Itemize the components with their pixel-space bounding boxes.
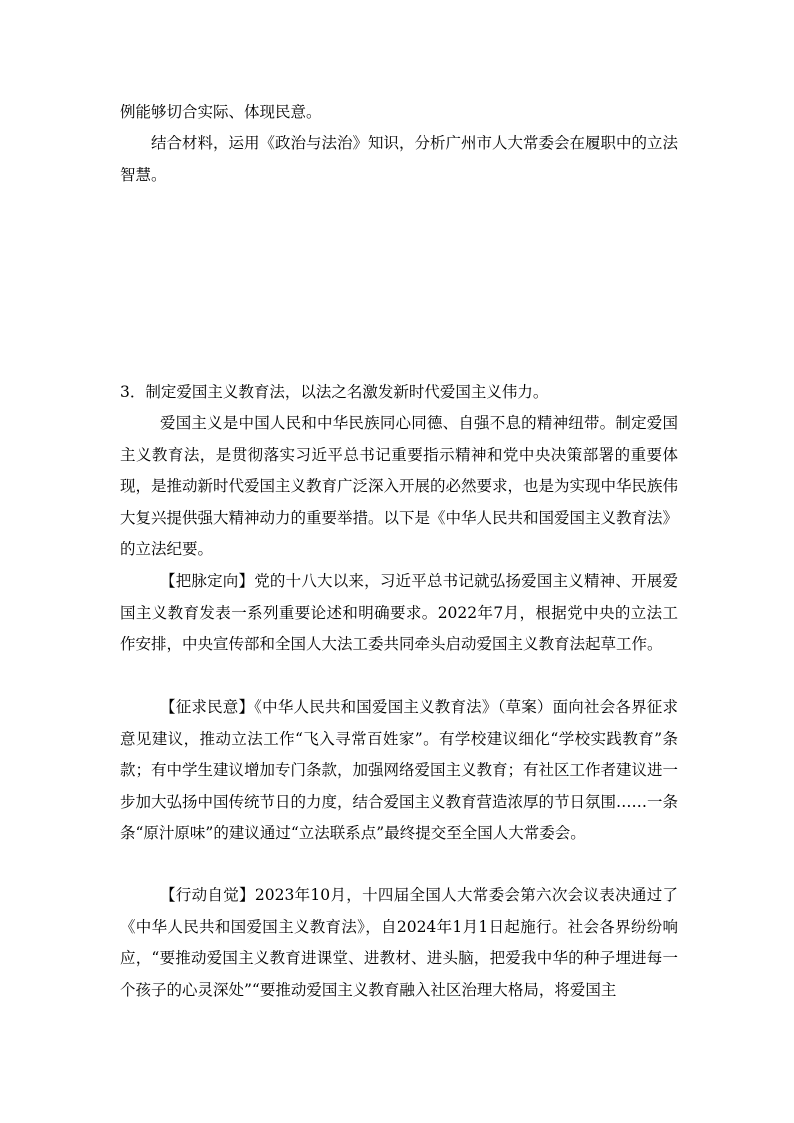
paragraph-zhengqiu-minyi: 【征求民意】《中华人民共和国爱国主义教育法》（草案）面向社会各界征求意见建议，推动立法工作“飞入寻常百姓家”。有学校建议细化“学校实践教育”条款；有中学生建议增加专门条款，加强网络爱国主义教育；有社区工作者建议进一步加大弘扬中国传统节日的力度，结合爱国主义教育营造浓厚的节日氛围……一条条“原汁原味”的建议通过“立法联系点”最终提交至全国人大常委会。	[120, 698, 679, 842]
paragraph-xingdong-zijue: 【行动自觉】2023年10月，十四届全国人大常委会第六次会议表决通过了《中华人民共和国爱国主义教育法》，自2024年1月1日起施行。社会各界纷纷响应，“要推动爱国主义教育进课堂、进教材、进头脑，把爱我中华的种子埋进每一个孩子的心灵深处”“要推动爱国主义教育融入社区治理大格局，将爱国主	[120, 886, 678, 999]
paragraph-intro: 爱国主义是中国人民和中华民族同心同德、自强不息的精神纽带。制定爱国主义教育法，是贯彻落实习近平总书记重要指示精神和党中央决策部署的重要体现，是推动新时代爱国主义教育广泛深入开展的必然要求，也是为实现中华民族伟大复兴提供强大精神动力的重要举措。以下是《中华人民共和国爱国主义教育法》的立法纪要。	[120, 414, 679, 558]
paragraph-bamai-dingxiang: 【把脉定向】党的十八大以来，习近平总书记就弘扬爱国主义精神、开展爱国主义教育发表一系列重要论述和明确要求。2022年7月，根据党中央的立法工作安排，中央宣传部和全国人大法工委共同牵头启动爱国主义教育法起草工作。	[120, 572, 678, 653]
question-prompt: 结合材料，运用《政治与法治》知识，分析广州市人大常委会在履职中的立法智慧。	[120, 134, 679, 184]
question-3-heading: 3．制定爱国主义教育法，以法之名激发新时代爱国主义伟力。	[120, 383, 549, 401]
paragraph-continuation: 例能够切合实际、体现民意。	[120, 103, 322, 121]
